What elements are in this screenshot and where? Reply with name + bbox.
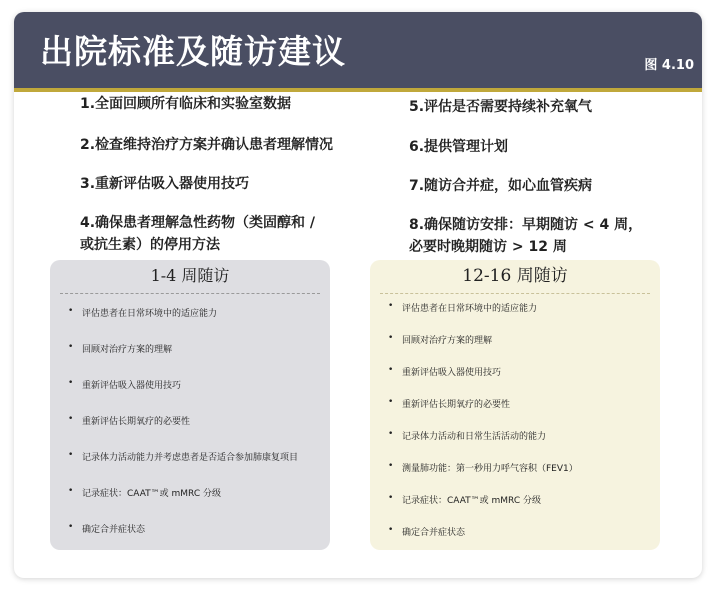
- list-item: [68, 378, 181, 391]
- bullet-icon: •: [68, 414, 74, 424]
- list-item: [68, 522, 145, 535]
- list-item-text: 记录体力活动能力并考虑患者是否适合参加肺康复项目: [82, 453, 299, 463]
- list-item: [388, 493, 541, 506]
- list-item: [388, 333, 492, 346]
- recommendation-4-line2: 或抗生素）的停用方法: [80, 237, 220, 253]
- recommendation-1: 1.全面回顾所有临床和实验室数据: [80, 96, 292, 112]
- list-item: [68, 414, 190, 427]
- list-item: [388, 365, 501, 378]
- list-item-text: 评估患者在日常环境中的适应能力: [82, 309, 218, 319]
- bullet-icon: •: [388, 525, 394, 535]
- list-item-text: 回顾对治疗方案的理解: [82, 345, 173, 355]
- recommendation-3: 3.重新评估吸入器使用技巧: [80, 176, 250, 192]
- list-item: [388, 301, 537, 314]
- list-item: [388, 525, 465, 538]
- recommendation-5: 5.评估是否需要持续补充氧气: [409, 99, 593, 115]
- list-item-text: 确定合并症状态: [82, 525, 146, 535]
- accent-rule: [14, 88, 702, 92]
- bullet-icon: •: [388, 365, 394, 375]
- bullet-icon: •: [388, 461, 394, 471]
- slide: [14, 12, 702, 578]
- list-item-text: 重新评估长期氧疗的必要性: [402, 400, 511, 410]
- list-item-text: 评估患者在日常环境中的适应能力: [402, 304, 538, 314]
- bullet-icon: •: [68, 522, 74, 532]
- list-item-text: 记录症状：CAAT™或 mMRC 分级: [402, 496, 541, 506]
- list-item: [68, 486, 221, 499]
- list-item: [68, 450, 298, 463]
- recommendation-4-line1: 4.确保患者理解急性药物（类固醇和 /: [80, 215, 316, 231]
- header-bar: [14, 12, 702, 88]
- list-item-text: 确定合并症状态: [402, 528, 466, 538]
- figure-number: 图 4.10: [644, 58, 694, 73]
- panel-title: 1-4 周随访: [150, 266, 230, 285]
- list-item-text: 重新评估长期氧疗的必要性: [82, 417, 191, 427]
- list-item: [68, 342, 172, 355]
- bullet-icon: •: [68, 378, 74, 388]
- panel-followup-1-4-weeks: [50, 260, 330, 550]
- bullet-icon: •: [68, 486, 74, 496]
- panel-followup-12-16-weeks: [370, 260, 660, 550]
- bullet-icon: •: [388, 333, 394, 343]
- recommendation-7: 7.随访合并症，如心血管疾病: [409, 178, 593, 194]
- list-item: [388, 429, 546, 442]
- bullet-icon: •: [68, 450, 74, 460]
- list-item-text: 重新评估吸入器使用技巧: [82, 381, 182, 391]
- recommendation-8-line2: 必要时晚期随访 > 12 周: [409, 239, 567, 255]
- recommendation-8-line1: 8.确保随访安排：早期随访 < 4 周，: [409, 217, 643, 233]
- list-item-text: 重新评估吸入器使用技巧: [402, 368, 502, 378]
- bullet-icon: •: [68, 342, 74, 352]
- list-item-text: 测量肺功能：第一秒用力呼气容积（FEV1）: [402, 464, 578, 474]
- list-item: [68, 306, 217, 319]
- list-item: [388, 461, 578, 474]
- bullet-icon: •: [388, 429, 394, 439]
- bullet-icon: •: [388, 397, 394, 407]
- panel-divider: [380, 293, 650, 294]
- recommendation-2: 2.检查维持治疗方案并确认患者理解情况: [80, 137, 334, 153]
- list-item: [388, 397, 510, 410]
- bullet-icon: •: [388, 301, 394, 311]
- list-item-text: 记录体力活动和日常生活活动的能力: [402, 432, 547, 442]
- list-item-text: 回顾对治疗方案的理解: [402, 336, 493, 346]
- slide-title: 出院标准及随访建议: [40, 32, 346, 71]
- recommendation-6: 6.提供管理计划: [409, 139, 509, 155]
- panel-divider: [60, 293, 320, 294]
- panel-title: 12-16 周随访: [462, 266, 568, 286]
- bullet-icon: •: [68, 306, 74, 316]
- list-item-text: 记录症状：CAAT™或 mMRC 分级: [82, 489, 221, 499]
- bullet-icon: •: [388, 493, 394, 503]
